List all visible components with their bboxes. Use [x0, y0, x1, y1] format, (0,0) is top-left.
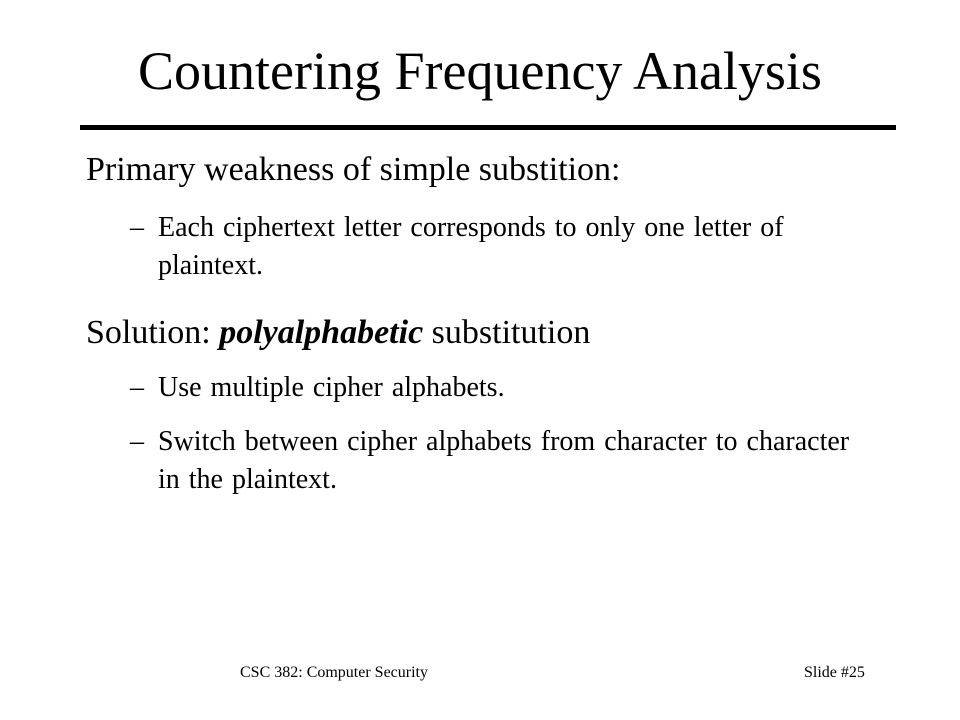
footer-slide-number: Slide #25: [804, 664, 865, 681]
subbullet-multiple-alphabets: [130, 369, 870, 407]
bullet-primary-weakness: Primary weakness of simple substition:: [86, 151, 621, 188]
subbullet-text: Use multiple cipher alphabets.: [158, 372, 505, 403]
solution-prefix: Solution:: [86, 314, 220, 351]
footer-course: CSC 382: Computer Security: [240, 664, 428, 681]
subbullet-text: Each ciphertext letter corresponds to only one letter of plaintext.: [158, 212, 784, 281]
subbullet-text: Switch between cipher alphabets from character to character in the plaintext.: [158, 426, 850, 495]
dash-marker: –: [130, 372, 144, 403]
bullet-solution: [86, 313, 590, 353]
dash-marker: –: [130, 212, 144, 243]
slide-title: Countering Frequency Analysis: [138, 41, 822, 101]
subbullet-switch-alphabets: [130, 423, 870, 499]
solution-suffix: substitution: [423, 314, 591, 351]
title-divider: [80, 125, 896, 130]
dash-marker: –: [130, 426, 144, 457]
subbullet-ciphertext-letter: [130, 209, 870, 285]
solution-emphasis: polyalphabetic: [219, 314, 424, 351]
